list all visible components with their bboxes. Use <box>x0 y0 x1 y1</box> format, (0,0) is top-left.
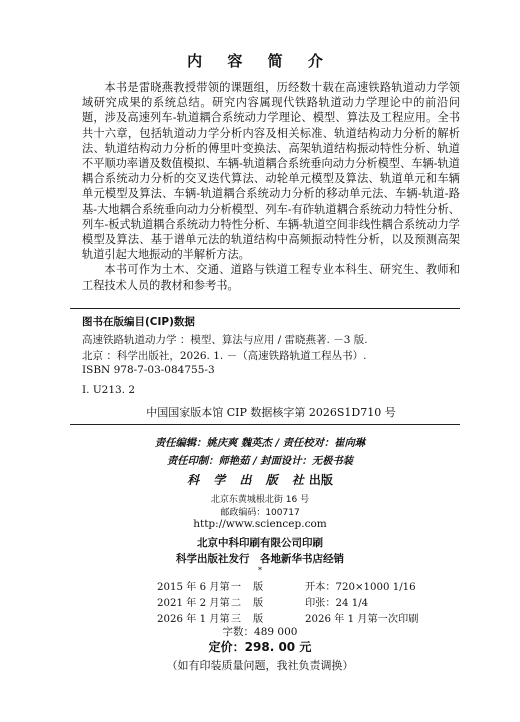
divider <box>70 308 460 309</box>
edition-kind: 版 <box>253 614 264 625</box>
edition-kind: 版 <box>253 582 264 593</box>
edition-number: 三 <box>230 614 242 625</box>
edition-info: 开本：720×1000 1/16 <box>305 582 416 593</box>
edition-number: 二 <box>230 598 242 609</box>
publisher-website: http://www.sciencep.com <box>193 518 327 530</box>
cip-heading: 图书在版编目(CIP)数据 <box>82 316 195 328</box>
edition-row <box>157 610 418 625</box>
publisher-address: 北京东黄城根北街 16 号 <box>210 495 310 505</box>
word-count: 字数：489 000 <box>222 626 298 638</box>
publisher-name: 科 学 出 版 社 <box>187 473 309 487</box>
abstract-paragraph: 本书可作为土木、交通、道路与铁道工程专业本科生、研究生、教师和工程技术人员的教材和参考书。 <box>82 263 460 292</box>
divider <box>70 424 460 425</box>
separator-star: * <box>258 566 262 575</box>
quality-notice: （如有印装质量问题，我社负责调换） <box>166 659 354 672</box>
edition-kind: 版 <box>253 598 264 609</box>
cip-title-line: 高速铁路轨道动力学 ：模型、算法与应用 / 雷晓燕著. －3 版. <box>82 334 368 346</box>
abstract <box>82 80 460 293</box>
edition-date: 2015 年 6 月第 <box>157 582 230 593</box>
cip-publication-line: 北京 ：科学出版社，2026. 1. －（高速铁路轨道工程丛书）. <box>82 350 367 362</box>
page-title: 内 容 简 介 <box>187 52 333 70</box>
credits-production: 责任印制：师艳茹 / 封面设计：无极书装 <box>167 455 353 467</box>
edition-row <box>157 594 368 609</box>
publisher-suffix: 出版 <box>308 473 333 487</box>
edition-row <box>157 578 416 593</box>
edition-number: 一 <box>230 582 242 593</box>
edition-date: 2021 年 2 月第 <box>157 598 230 609</box>
publisher-postcode: 邮政编码：100717 <box>220 508 300 518</box>
abstract-paragraph: 本书是雷晓燕教授带领的课题组，历经数十载在高速铁路轨道动力学领域研究成果的系统总结。研究内容属现代铁路轨道动力学理论中的前沿问题，涉及高速列车-轨道耦合系统动力学理论、模型、算法及工程应用。全书共十六章，包括轨道动力学分析内容及相关标准、轨道结构动力分析的解析法、轨道结构动力分析的傅里叶变换法、高架轨道结构振动特性分析、轨道不平顺功率谱及数值模拟、车辆-轨道耦合系统垂向动力分析模型、车辆-轨道耦合系统动力分析的交叉迭代算法、动轮单元模型及算法、轨道单元和车辆单元模型及算法、车辆-轨道耦合系统动力分析的移动单元法、车辆-轨道-路基-大地耦合系统垂向动力分析模型、列车-有砟轨道耦合系统动力特性分析、列车-板式轨道耦合系统动力特性分析、车辆-轨道空间非线性耦合系统动力学模型及算法、基于谱单元法的轨道结构中高频振动特性分析，以及预测高架轨道引起大地振动的半解析方法。 <box>82 81 460 262</box>
publisher-line <box>0 471 520 488</box>
distribution: 科学出版社发行 各地新华书店经销 <box>176 553 344 565</box>
cip-isbn: ISBN 978-7-03-084755-3 <box>82 364 215 376</box>
credits-editors: 责任编辑：姚庆爽 魏英杰 / 责任校对：崔向琳 <box>154 437 366 449</box>
printer: 北京中科印刷有限公司印刷 <box>197 537 323 549</box>
cip-core-number: 中国国家版本馆 CIP 数据核字第 2026S1D710 号 <box>146 406 396 419</box>
edition-date: 2026 年 1 月第 <box>157 614 230 625</box>
price: 定价：298. 00 元 <box>208 640 312 654</box>
edition-info: 2026 年 1 月第一次印刷 <box>305 614 419 625</box>
edition-info: 印张：24 1/4 <box>305 598 369 609</box>
cip-classification: Ⅰ. U213. 2 <box>82 384 136 396</box>
